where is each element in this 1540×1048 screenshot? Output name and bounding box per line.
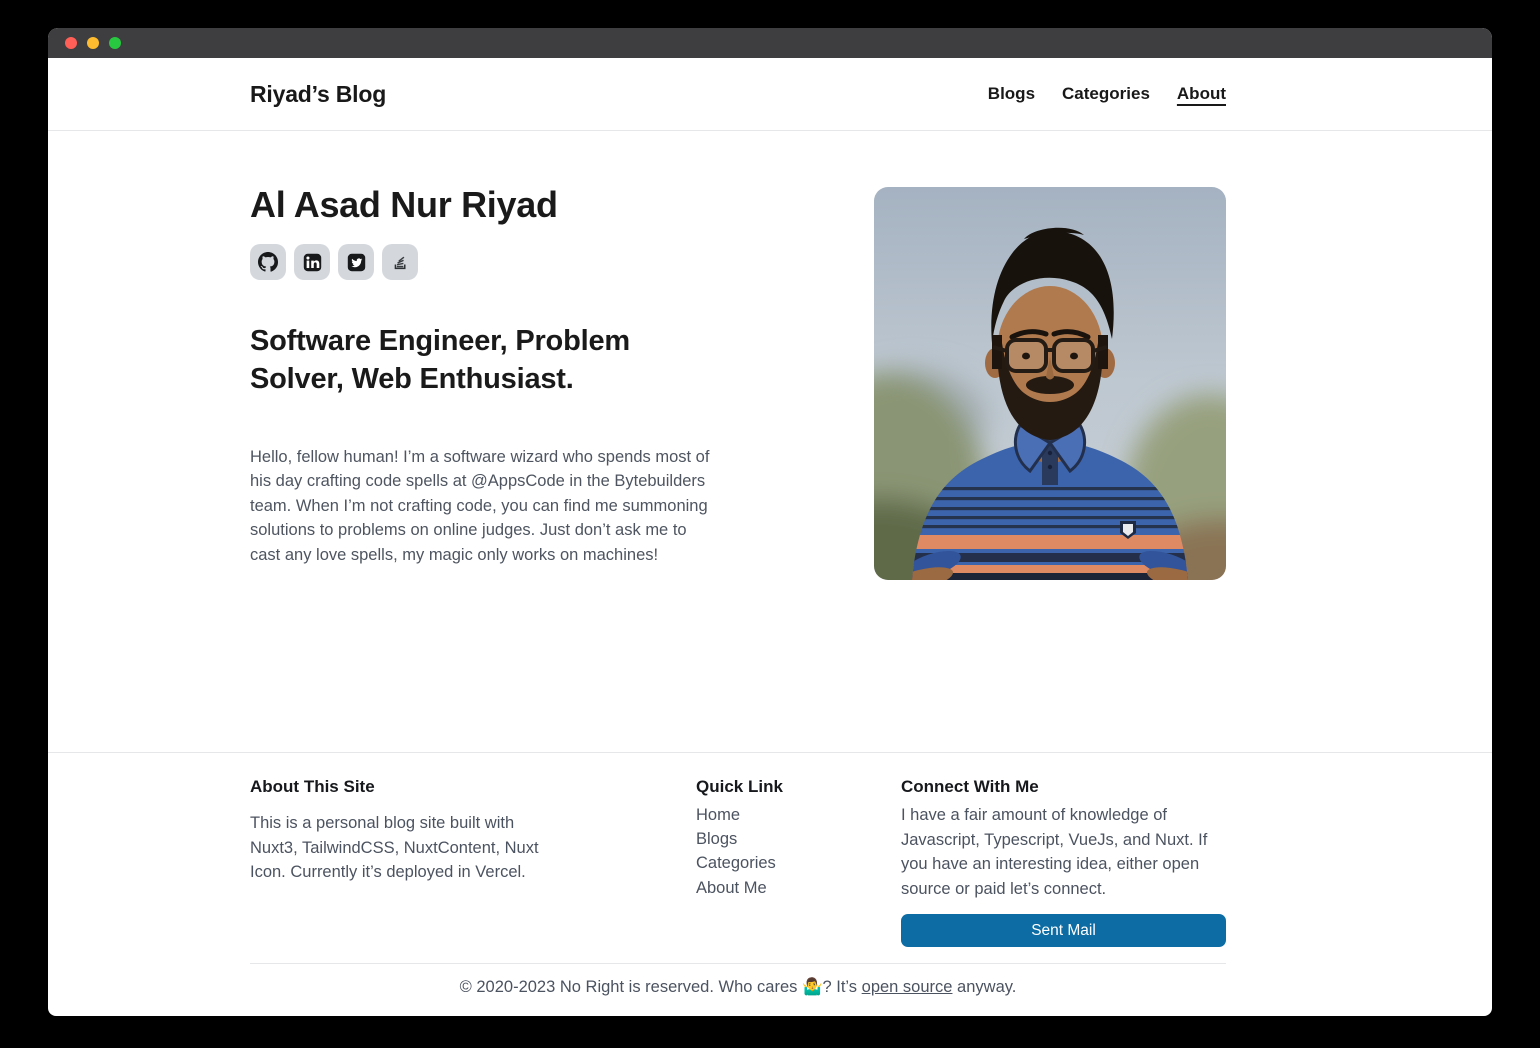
copyright-text: © 2020-2023 No Right is reserved. Who cares 🤷‍♂️? It’s [459, 978, 862, 996]
github-icon [258, 252, 278, 272]
footer-connect-column [901, 777, 1226, 947]
hero-text-column [250, 183, 720, 567]
window-close-button[interactable] [65, 37, 77, 49]
linkedin-link[interactable] [294, 244, 330, 280]
footer-about-column [250, 777, 640, 947]
footer-connect-text: I have a fair amount of knowledge of Javascript, Typescript, VueJs, and Nuxt. If you have an interesting idea, either open source or paid let’s connect. [901, 806, 1208, 898]
nav-link-categories[interactable]: Categories [1062, 84, 1150, 103]
hero-tagline: Software Engineer, Problem Solver, Web Enthusiast. [250, 325, 630, 396]
footer-quicklinks-title: Quick Link [696, 777, 783, 796]
site-header [48, 58, 1492, 131]
open-source-link[interactable]: open source [861, 978, 953, 996]
nav-link-blogs[interactable]: Blogs [987, 84, 1036, 103]
window-zoom-button[interactable] [109, 37, 121, 49]
quick-link-about-me[interactable]: About Me [696, 878, 767, 897]
stackoverflow-icon [391, 253, 410, 272]
site-footer [48, 752, 1492, 1007]
nav-link-about[interactable]: About [1176, 84, 1226, 103]
site-logo[interactable]: Riyad’s Blog [250, 80, 387, 107]
footer-about-text: This is a personal blog site built with Nuxt3, TailwindCSS, NuxtContent, Nuxt Icon. Currently it’s deployed in Vercel. [250, 814, 539, 881]
quick-link-blogs[interactable]: Blogs [696, 830, 738, 849]
profile-photo [874, 187, 1226, 580]
page-title: Al Asad Nur Riyad [250, 184, 558, 225]
sent-mail-button[interactable]: Sent Mail [901, 914, 1226, 947]
footer-divider [250, 963, 1226, 964]
quick-link-categories[interactable]: Categories [696, 854, 776, 873]
copyright-line [250, 978, 1226, 1007]
github-link[interactable] [250, 244, 286, 280]
window-titlebar [48, 28, 1492, 58]
linkedin-icon [303, 253, 322, 272]
window-minimize-button[interactable] [87, 37, 99, 49]
footer-connect-title: Connect With Me [901, 777, 1039, 796]
footer-quicklinks-column [696, 777, 845, 947]
quick-link-home[interactable]: Home [696, 806, 741, 824]
quick-links-list [696, 803, 845, 900]
twitter-icon [347, 253, 366, 272]
social-links [250, 244, 720, 280]
hero-bio: Hello, fellow human! I’m a software wizard who spends most of his day crafting code spells at @AppsCode in the Bytebuilders team. When I’m not crafting code, you can find me summoning solutions to problems on online judges. Just don’t ask me to cast any love spells, my magic only works on machines! [250, 447, 710, 564]
browser-window [48, 28, 1492, 1016]
stackoverflow-link[interactable] [382, 244, 418, 280]
footer-about-title: About This Site [250, 777, 375, 796]
main-content [48, 131, 1492, 752]
copyright-suffix: anyway. [952, 978, 1017, 996]
twitter-link[interactable] [338, 244, 374, 280]
main-nav [988, 84, 1226, 104]
